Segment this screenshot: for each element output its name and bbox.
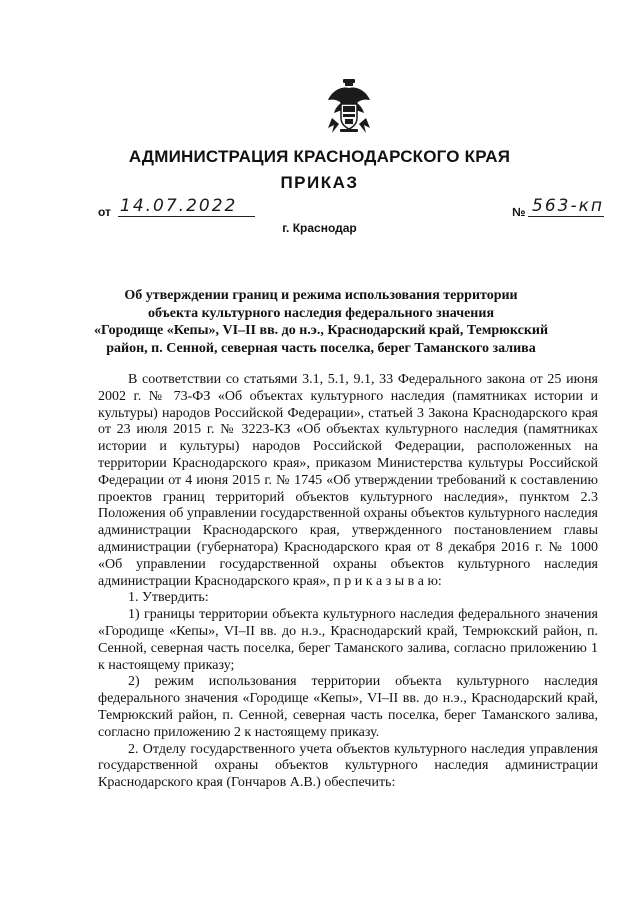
body-paragraph: В соответствии со статьями 3.1, 5.1, 9.1, 33 Федерального закона от 25 июня 2002 г. № 73-ФЗ «Об объектах культурного наследия (памятниках истории и культуры) народов Российской Федерации», статьей 3 Закона Краснодарского края от 23 июля 2015 г. № 3223-КЗ «Об объектах культурного наследия (памятниках истории и культуры) народов Российской Федерации, расположенных на территории Краснодарского края», приказом Министерства культуры Российской Федерации от 4 июня 2015 г. № 1745 «Об утверждении требований к составлению проектов границ территорий объектов культурного наследия», пунктом 2.3 Положения об управлении государственной охраны объектов культурного наследия администрации Краснодарского края, утвержденного постановлением главы администрации (губернатора) Краснодарского края от 8 декабря 2016 г. № 1000 «Об управлении государственной охраны объектов культурного наследия администрации Краснодарского края», п р и к а з ы в а ю: bbox=[98, 372, 598, 589]
body-paragraph: 2) режим использования территории объекта культурного наследия федерального значения «Городище «Кепы», VI–II вв. до н.э., Краснодарский край, Темрюкский район, п. Сенной, северная часть поселка, берег Таманского залива, согласно приложению 2 к настоящему приказу. bbox=[98, 674, 598, 740]
document-title bbox=[86, 287, 556, 357]
title-line: район, п. Сенной, северная часть поселка, берег Таманского залива bbox=[106, 340, 536, 356]
coat-of-arms-icon bbox=[326, 78, 372, 134]
document-body bbox=[98, 372, 598, 792]
handwritten-date: 14.07.2022 bbox=[118, 196, 255, 217]
organization-name: АДМИНИСТРАЦИЯ КРАСНОДАРСКОГО КРАЯ bbox=[128, 147, 511, 166]
handwritten-number: 563-кп bbox=[528, 196, 604, 217]
document-type: ПРИКАЗ bbox=[280, 173, 359, 192]
title-line: Об утверждении границ и режима использования территории bbox=[124, 288, 518, 303]
number-prefix: № bbox=[512, 205, 526, 219]
body-paragraph: 2. Отделу государственного учета объектов культурного наследия управления государственной охраны объектов культурного наследия администрации Краснодарского края (Гончаров А.В.) обеспечить: bbox=[98, 741, 598, 791]
title-line: объекта культурного наследия федерального значения bbox=[147, 305, 495, 321]
body-paragraph: 1. Утвердить: bbox=[128, 590, 209, 606]
title-line: «Городище «Кепы», VI–II вв. до н.э., Краснодарский край, Темрюкский bbox=[93, 323, 549, 338]
city-name: г. Краснодар bbox=[282, 221, 357, 235]
date-prefix: от bbox=[98, 205, 111, 219]
body-paragraph: 1) границы территории объекта культурного наследия федерального значения «Городище «Кепы», VI–II вв. до н.э., Краснодарский край, Темрюкский район, п. Сенной, северная часть поселка, берег Таманского залива, согласно приложению 1 к настоящему приказу; bbox=[98, 607, 598, 673]
